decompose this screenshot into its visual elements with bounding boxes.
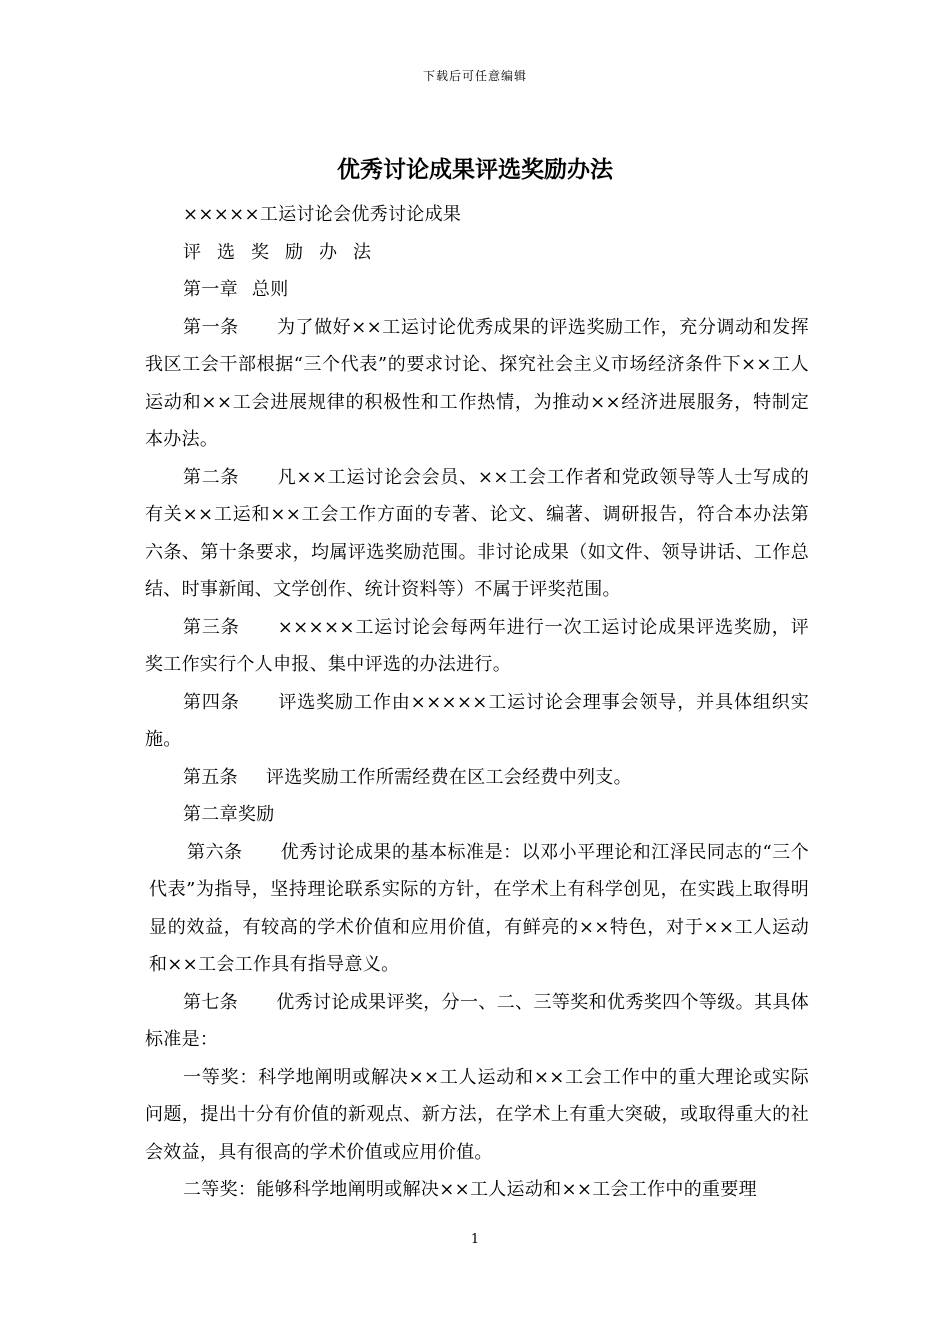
prize-2: 二等奖：能够科学地阐明或解决××工人运动和××工会工作中的重要理 (183, 1179, 757, 1200)
document-title: 优秀讨论成果评选奖励办法 (337, 157, 613, 183)
article-3-text: ×××××工运讨论会每两年进行一次工运讨论成果评选奖励，评奖工作实行个人申报、集中评选的办法进行。 (145, 616, 810, 675)
chapter-1-label: 第一章 (183, 279, 238, 300)
article-1-text: 为了做好××工运讨论优秀成果的评选奖励工作，充分调动和发挥我区工会干部根据“三个代表”的要求讨论、探究社会主义市场经济条件下××工人运动和××工会进展规律的积极性和工作热情，为推动××经济进展服务，特制定本办法。 (145, 316, 809, 450)
article-5 (145, 759, 809, 797)
article-7-label: 第七条 (183, 991, 239, 1013)
page-number: 1 (470, 1232, 480, 1247)
article-5-text: 评选奖励工作所需经费在区工会经费中列支。 (265, 766, 632, 788)
chapter-1-heading (145, 271, 809, 309)
article-4-label: 第四条 (183, 691, 240, 713)
article-1-label: 第一条 (183, 316, 239, 338)
document-body (145, 196, 809, 1209)
article-7 (145, 984, 809, 1059)
article-2-text: 凡××工运讨论会会员、××工会工作者和党政领导等人士写成的有关××工运和××工会工作方面的专著、论文、编著、调研报告，符合本办法第六条、第十条要求，均属评选奖励范围。非讨论成果（如文件、领导讲话、工作总结、时事新闻、文学创作、统计资料等）不属于评奖范围。 (145, 466, 809, 600)
prize-1: 一等奖：科学地阐明或解决××工人运动和××工会工作中的重大理论或实际问题，提出十分有价值的新观点、新方法，在学术上有重大突破，或取得重大的社会效益，具有很高的学术价值或应用价值。 (145, 1066, 809, 1163)
article-4 (145, 684, 809, 759)
article-6 (145, 834, 809, 984)
chapter-1-name: 总则 (251, 279, 289, 300)
article-6-text: 优秀讨论成果的基本标准是：以邓小平理论和江泽民同志的“三个代表”为指导，坚持理论联系实际的方针，在学术上有科学创见，在实践上取得明显的效益，有较高的学术价值和应用价值，有鲜亮的××特色，对于××工人运动和××工会工作具有指导意义。 (149, 841, 809, 975)
page-header: 下载后可任意编辑 (422, 69, 527, 83)
article-2 (145, 459, 809, 609)
article-2-label: 第二条 (183, 466, 240, 488)
subtitle-line-2: 评选奖励办法 (183, 241, 387, 263)
article-3-label: 第三条 (183, 616, 240, 638)
subtitle-line-1: ×××××工运讨论会优秀讨论成果 (183, 204, 462, 225)
article-1 (145, 309, 809, 459)
article-6-label: 第六条 (187, 841, 243, 863)
article-3 (145, 609, 809, 684)
article-4-text: 评选奖励工作由×××××工运讨论会理事会领导，并具体组织实施。 (145, 691, 810, 750)
chapter-2-heading: 第二章奖励 (183, 804, 275, 825)
article-7-text: 优秀讨论成果评奖，分一、二、三等奖和优秀奖四个等级。其具体标准是： (145, 991, 809, 1050)
article-5-label: 第五条 (183, 766, 238, 788)
